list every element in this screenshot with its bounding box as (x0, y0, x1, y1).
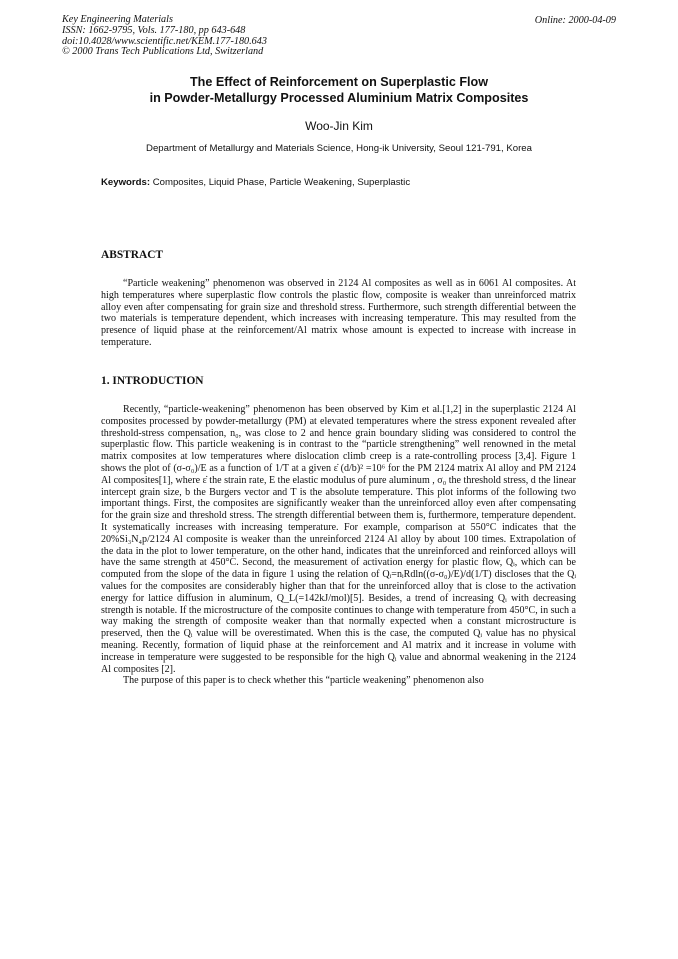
keywords-label: Keywords: (101, 177, 151, 188)
abstract-heading: ABSTRACT (101, 249, 164, 261)
author-name: Woo-Jin Kim (305, 119, 373, 133)
introduction-paragraph-1: Recently, “particle-weakening” phenomenon has been observed by Kim et al.[1,2] in the superplastic 2124 Al composites processed by powder-metallurgy (PM) at elevated temperatures where the stress exponent revealed after threshold-stress compensation, n₀, was close to 2 and hence grain boundary sliding was considered to control the superplastic flow. This particle weakening is in contrast to the “particle strengthening” well renowned in the metal matrix composites at low temperatures where dislocation climb creep is a rate-controlling process [3,4]. Figure 1 shows the plot of (σ-σ₀)/E as a function of 1/T at a given ε̇ (d/b)² =10⁶ for the PM 2124 matrix Al alloy and PM 2124 Al composites[1], where ε̇ the strain rate, E the elastic modulus of pure aluminum , σ₀ the threshold stress, d the linear intercept grain size, b the Burgers vector and T is the absolute temperature. This plot informs of the following two important things. First, the composites are significantly weaker than the unreinforced alloy even after compensating for the grain size and threshold stress. The strength differential between them is, furthermore, temperature dependent. It systematically increases with increasing temperature. For example, comparison at 550°C indicates that the 20%Si₃N₄p/2124 Al composite is weaker than the unreinforced 2124 Al alloy by about 100 times. Extrapolation of the data in the plot to lower temperature, on the other hand, indicates that the unreinforced and reinforced alloys will have the same strength at 450°C. Second, the measurement of activation energy for plastic flow, Qᵢ, which can be computed from the slope of the data in figure 1 using the relation of Qᵢ=nᵢRdln((σ-σ₀)/E)/d(1/T) discloses that the Qᵢ values for the composites are considerably higher than that for the unreinforced alloy that is close to the activation energy for lattice diffusion in aluminum, Q_L(=142kJ/mol)[5]. Besides, a trend of increasing Qᵢ with decreasing strength is notable. If the microstructure of the composite continues to change with temperature from 450°C, in such a way making the strength of composite weaker than that normally expected when a constant microstructure is preserved, then the Qᵢ value will be overestimated. When this is the case, the computed Qᵢ value has no physical meaning. Recently, formation of liquid phase at the reinforcement and Al matrix and it increase in volume with increase in temperature were suggested to be responsible for the high Qᵢ value and abnormal weakening in the 2124 Al composites [2]. (101, 404, 576, 675)
copyright-line: © 2000 Trans Tech Publications Ltd, Switzerland (62, 46, 264, 58)
issn-line: ISSN: 1662-9795, Vols. 177-180, pp 643-648 (62, 24, 246, 36)
introduction-body (101, 404, 576, 687)
abstract-body (101, 278, 576, 349)
doi-line: doi:10.4028/www.scientific.net/KEM.177-180.643 (62, 35, 267, 47)
journal-name: Key Engineering Materials (62, 14, 173, 25)
introduction-heading: 1. INTRODUCTION (101, 375, 204, 387)
title-line-2: in Powder-Metallurgy Processed Aluminium Matrix Composites (149, 91, 529, 105)
journal-header (62, 15, 267, 58)
abstract-paragraph: “Particle weakening” phenomenon was observed in 2124 Al composites as well as in 6061 Al composites. At high temperatures where superplastic flow controls the plastic flow, composite is weaker than unreinforced matrix alloy even after compensating for grain size and threshold stress. Furthermore, such strength differential between the two materials is temperature dependent, which increases with increasing temperature. This may resulted from the presence of liquid phase at the reinforcement/Al matrix whose amount is expected to increase with increase in temperature. (101, 278, 576, 348)
affiliation: Department of Metallurgy and Materials Science, Hong-ik University, Seoul 121-791, Korea (146, 143, 532, 154)
title-line-1: The Effect of Reinforcement on Superplastic Flow (189, 75, 489, 89)
paper-title (0, 74, 678, 106)
online-date: Online: 2000-04-09 (534, 15, 616, 26)
keywords (101, 177, 410, 188)
introduction-paragraph-2: The purpose of this paper is to check whether this “particle weakening” phenomenon also (123, 675, 484, 687)
keywords-text: Composites, Liquid Phase, Particle Weakening, Superplastic (152, 177, 411, 188)
